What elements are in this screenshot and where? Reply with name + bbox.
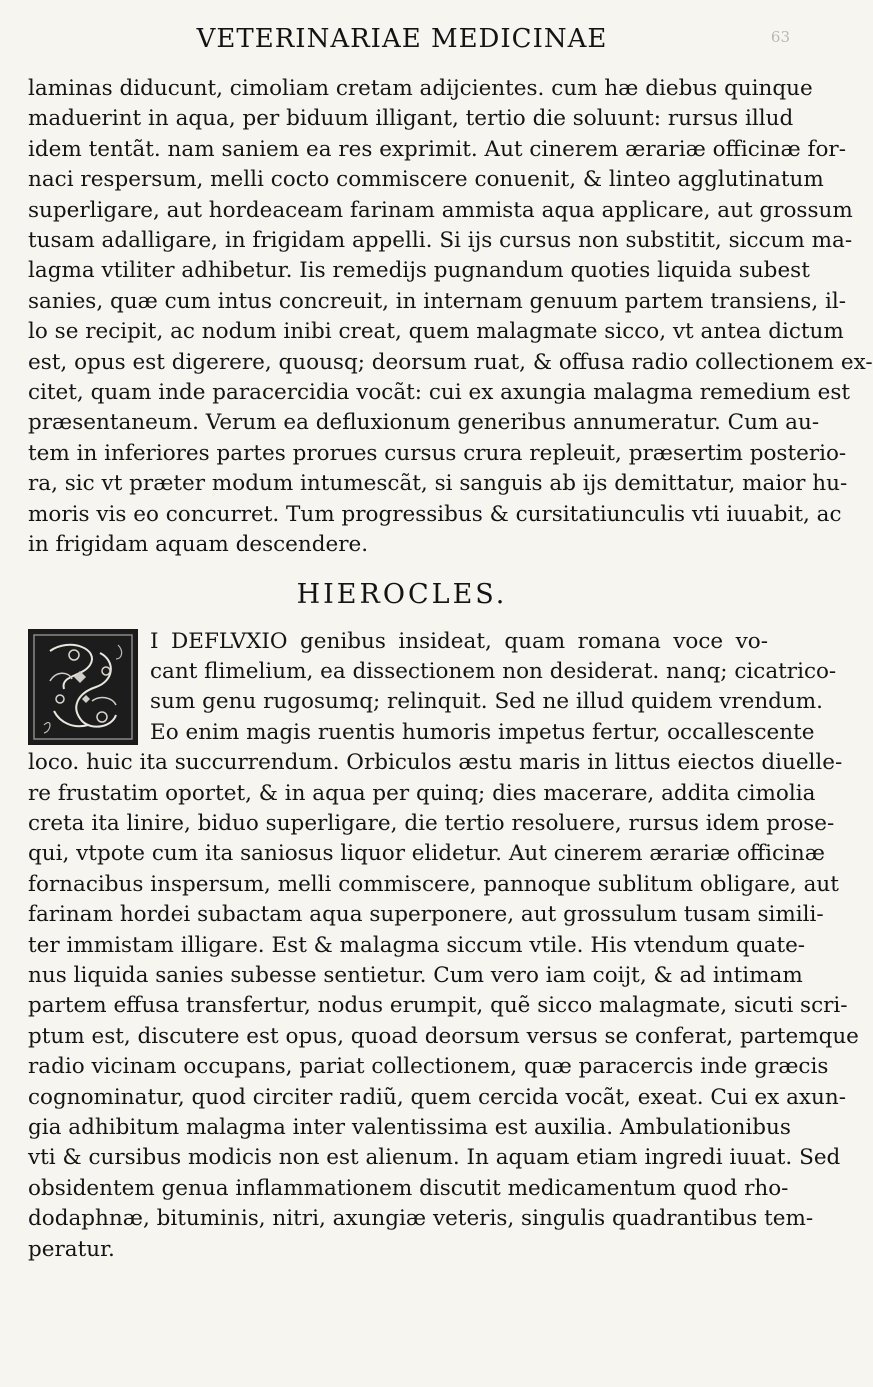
decorated-initial-s-icon — [28, 629, 138, 745]
text-line: Eo enim magis ruentis humoris impetus fertur, occallescente — [150, 719, 815, 745]
text-line: re frustatim oportet, & in aqua per quinq; dies macerare, addita cimolia — [28, 780, 816, 806]
text-line: farinam hordei subactam aqua superponere, aut grossulum tusam simili- — [28, 902, 824, 928]
text-line: ter immistam illigare. Est & malagma siccum vtile. His vtendum quate- — [28, 932, 806, 958]
text-line: citet, quam inde paracercidia vocãt: cui ex axungia malagma remedium est — [28, 380, 851, 406]
text-line: superligare, aut hordeaceam farinam ammista aqua applicare, aut grossum — [28, 197, 853, 223]
text-line: creta ita linire, biduo superligare, die tertio resoluere, rursus idem prose- — [28, 810, 835, 836]
text-line: est, opus est digerere, quousq; deorsum ruat, & offusa radio collectionem ex- — [28, 349, 873, 375]
section-veterinariae-text — [28, 74, 873, 561]
text-line: naci respersum, melli cocto commiscere conuenit, & linteo agglutinatum — [28, 167, 824, 193]
text-line: I DEFLVXIO genibus insideat, quam romana voce vo- — [150, 628, 768, 654]
text-line: qui, vtpote cum ita saniosus liquor elidetur. Aut cinerem ærariæ officinæ — [28, 841, 825, 867]
folio-mark: 63 — [770, 28, 790, 46]
text-line: cant flimelium, ea dissectionem non desiderat. nanq; cicatrico- — [150, 658, 837, 684]
text-line: sum genu rugosumq; relinquit. Sed ne illud quidem vrendum. — [150, 689, 823, 715]
text-line: gia adhibitum malagma inter valentissima est auxilia. Ambulationibus — [28, 1115, 791, 1140]
text-line: fornacibus inspersum, melli commiscere, pannoque sublitum obligare, aut — [28, 871, 839, 897]
text-line: idem tentãt. nam saniem ea res exprimit. Aut cinerem ærariæ officinæ for- — [28, 136, 846, 162]
text-line: dodaphnæ, bituminis, nitri, axungiæ veteris, singulis quadrantibus tem- — [28, 1206, 814, 1232]
text-line: partem effusa transfertur, nodus erumpit, quẽ sicco malagmate, sicuti scri- — [28, 993, 848, 1019]
text-line: lagma vtiliter adhibetur. Iis remedijs pugnandum quoties liquida subest — [28, 258, 810, 284]
text-line: tusam adalligare, in frigidam appelli. Si ijs cursus non substitit, siccum ma- — [28, 228, 853, 254]
text-line: peratur. — [28, 1236, 115, 1262]
text-line: lo se recipit, ac nodum inibi creat, quem malagmate sicco, vt antea dictum — [28, 319, 844, 345]
text-line: laminas diducunt, cimoliam cretam adijcientes. cum hæ diebus quinque — [28, 76, 813, 101]
text-line: ra, sic vt præter modum intumescãt, si sanguis ab ijs demittatur, maior hu- — [28, 471, 848, 497]
text-line: præsentaneum. Verum ea defluxionum generibus annumeratur. Cum au- — [28, 410, 820, 436]
text-line: moris vis eo concurret. Tum progressibus & cursitatiunculis vti iuuabit, ac — [28, 501, 842, 527]
text-line: nus liquida sanies subesse sentietur. Cum vero iam coijt, & ad intimam — [28, 962, 803, 988]
text-line: radio vicinam occupans, pariat collectionem, quæ paracercis inde græcis — [28, 1054, 829, 1080]
section-heading: HIEROCLES. — [296, 578, 508, 610]
text-line: vti & cursibus modicis non est alienum. In aquam etiam ingredi iuuat. Sed — [28, 1145, 841, 1171]
section-hierocles-text — [28, 627, 859, 1266]
text-line: cognominatur, quod circiter radiũ, quem cercida vocãt, exeat. Cui ex axun- — [28, 1084, 847, 1110]
text-line: ptum est, discutere est opus, quoad deorsum versus se conferat, partemque — [28, 1023, 859, 1049]
text-line: in frigidam aquam descendere. — [28, 532, 369, 558]
running-head: VETERINARIAE MEDICINAE — [196, 24, 608, 54]
text-line: maduerint in aqua, per biduum illigant, tertio die soluunt: rursus illud — [28, 106, 794, 132]
text-line: tem in inferiores partes prorues cursus crura repleuit, præsertim posterio- — [28, 440, 847, 466]
text-line: sanies, quæ cum intus concreuit, in internam genuum partem transiens, il- — [28, 288, 847, 314]
text-line: loco. huic ita succurrendum. Orbiculos æstu maris in littus eiectos diuelle- — [28, 750, 843, 776]
text-line: obsidentem genua inflammationem discutit medicamentum quod rho- — [28, 1175, 789, 1201]
